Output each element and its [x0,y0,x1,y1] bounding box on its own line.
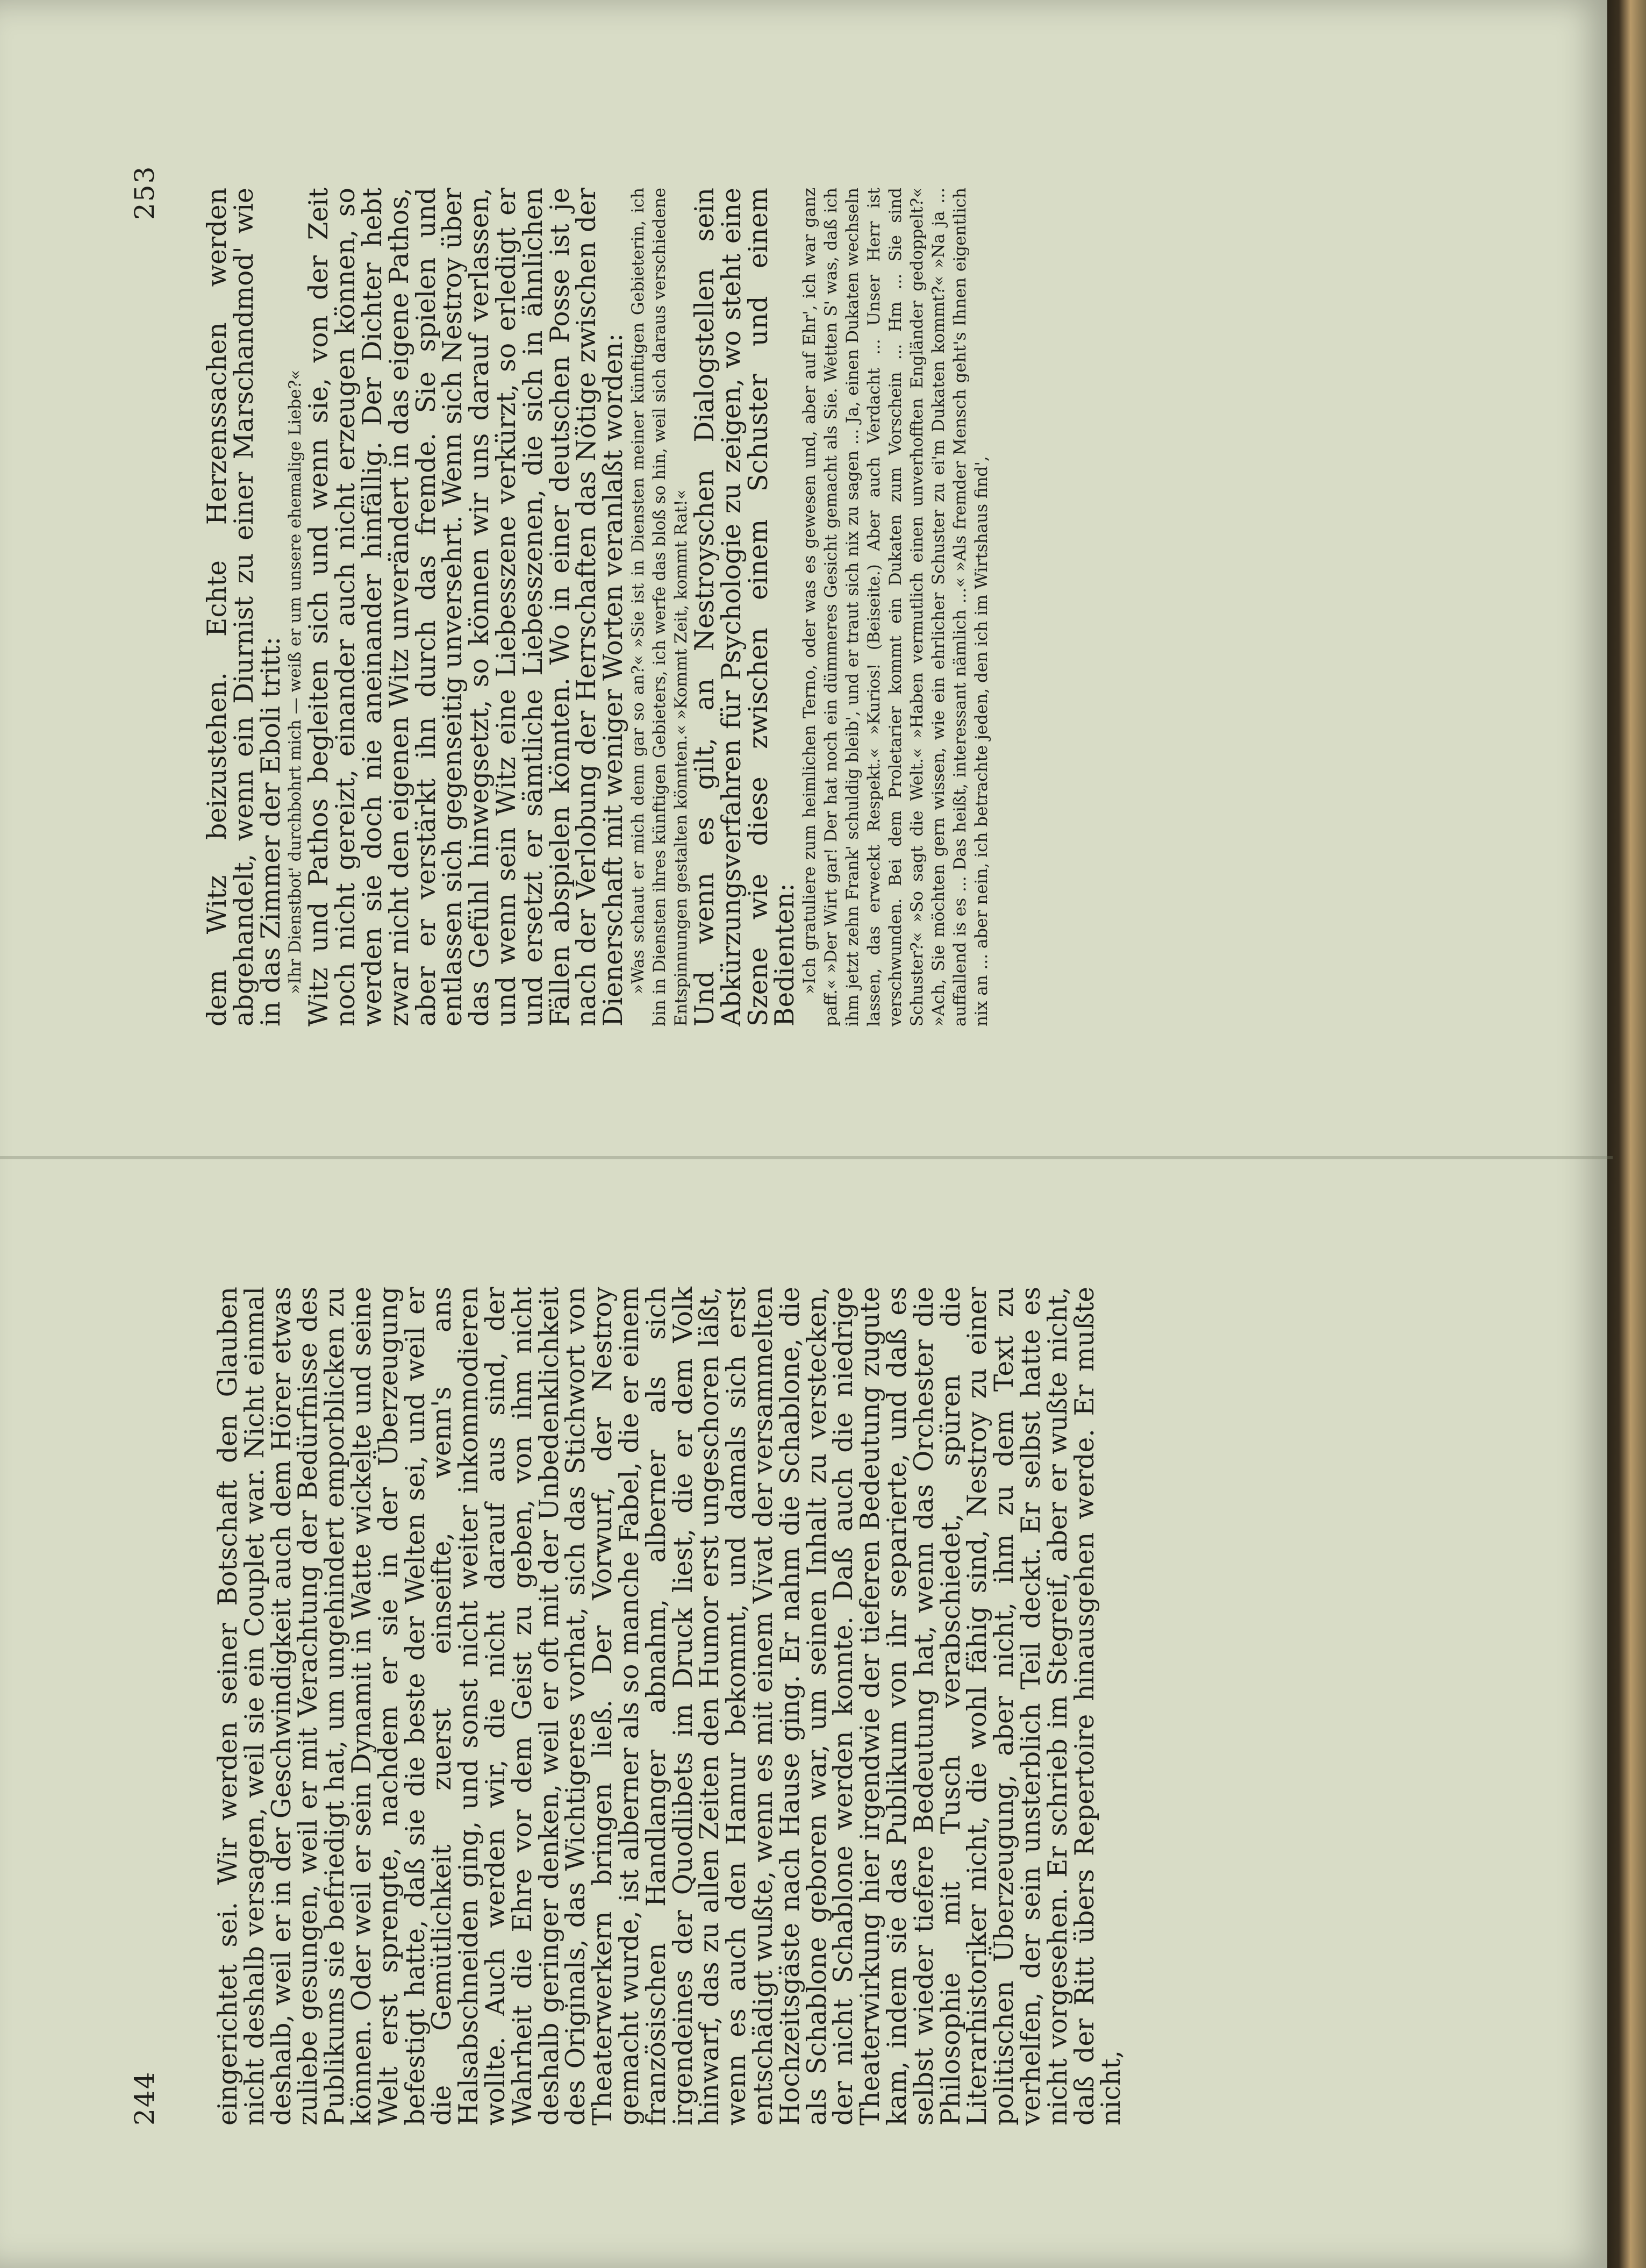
quote-dienerschaft: »Was schaut er mich denn gar so an?« »Sie ist in Diensten meiner künftigen Gebieterin, ich bin in Diensten ihres künftigen Gebieters, ich werfe das bloß so hin, weil sich daraus verschiedene Entspinnungen gestalten könnten.« »Kommt Zeit, kommt Rat!« [628,188,691,1026]
quote-schuster: »Ich gratuliere zum heimlichen Terno, oder was es gewesen und, aber auf Ehr', ich war ganz paff.« »Der Wirt gar! Der hat noch ein dümmeres Gesicht gemacht als Sie. Wetten S' was, daß ich ihm jetzt zehn Frank' schuldig bleib', und er traut sich nix zu sagen ... Ja, einen Dukaten wechseln lassen, das erweckt Respekt.« »Kurios! (Beiseite.) Aber auch Verdacht ... Unser Herr ist verschwunden. Bei dem Proletarier kommt ein Dukaten zum Vorschein ... Hm ... Sie sind Schuster?« »So sagt die Welt.« »Haben vermutlich einen unverhofften Engländer gedoppelt?« »Ach, Sie möchten gern wissen, wie ein ehrlicher Schuster zu ei'm Dukaten kommt?« »Na ja ... auffallend is es ... Das heißt, interessant nämlich ...« »Als fremder Mensch geht's Ihnen eigentlich nix an ... aber nein, ich betrachte jeden, den ich im Wirtshaus find', [800,188,992,1026]
paragraph-witz-pathos: Witz und Pathos begleiten sich und wenn sie, von der Zeit noch nicht gereizt, einander auch nicht erzeugen können, so werden sie doch nie aneinander hinfällig. Der Dichter hebt zwar nicht den eigenen Witz unverändert in das eigene Pathos, aber er verstärkt ihn durch das fremde. Sie spielen und entlassen sich gegenseitig unversehrt. Wenn sich Nestroy über das Gefühl hinwegsetzt, so können wir uns darauf verlassen, und wenn sein Witz eine Liebesszene verkürzt, so erledigt er und ersetzt er sämtliche Liebesszenen, die sich in ähnlichen Fällen abspielen könnten. Wo in einer deutschen Posse ist je nach der Verlobung der Herrschaften das Nötige zwischen der Dienerschaft mit weniger Worten veranlaßt worden: [304,188,629,1026]
book-edge [1607,0,1646,2268]
paragraph-dialogstellen: Und wenn es gilt, an Nestroyschen Dialogstellen sein Abkürzungsverfahren für Psychologie zu zeigen, wo steht eine Szene wie diese zwischen einem Schuster und einem Bedienten: [689,188,800,1026]
quote-eboli: »Ihr Dienstbot' durchbohrt mich — weiß er um unsere ehemalige Liebe?« [285,369,305,994]
page-number-right: 253 [129,165,160,220]
left-paragraph: eingerichtet sei. Wir werden seiner Botschaft den Glauben nicht deshalb versagen, weil sie ein Couplet war. Nicht einmal deshalb, weil er in der Geschwindigkeit auch dem Hörer etwas zuliebe gesungen, weil er mit Verachtung der Bedürfnisse des Publikums sie befriedigt hat, um ungehindert emporblicken zu können. Oder weil er sein Dynamit in Watte wickelte und seine Welt erst sprengte, nachdem er sie in der Überzeugung befestigt hatte, daß sie die beste der Welten sei, und weil er die Gemütlichkeit zuerst einseifte, wenn's ans Halsabschneiden ging, und sonst nicht weiter inkommodieren wollte. Auch werden wir, die nicht darauf aus sind, der Wahrheit die Ehre vor dem Geist zu geben, von ihm nicht deshalb geringer denken, weil er oft mit der Unbedenklichkeit des Originals, das Wichtigeres vorhat, sich das Stichwort von Theaterwerkern bringen ließ. Der Vorwurf, der Nestroy gemacht wurde, ist alberner als so manche Fabel, die er einem französischen Handlanger abnahm, alberner als sich irgendeines der Quodlibets im Druck liest, die er dem Volk hinwarf, das zu allen Zeiten den Humor erst ungeschoren läßt, wenn es auch den Hamur bekommt, und damals sich erst entschädigt wußte, wenn es mit einem Vivat der versammelten Hochzeitsgäste nach Hause ging. Er nahm die Schablone, die als Schablone geboren war, um seinen Inhalt zu verstecken, der nicht Schablone werden konnte. Daß auch die niedrige Theaterwirkung hier irgendwie der tieferen Bedeutung zugute kam, indem sie das Publikum von ihr separierte, und daß es selbst wieder tiefere Bedeutung hat, wenn das Orchester die Philosophie mit Tusch verabschiedet, spüren die Literarhistoriker nicht, die wohl fähig sind, Nestroy zu einer politischen Überzeugung, aber nicht, ihm zu dem Text zu verhelfen, der sein unsterblich Teil deckt. Er selbst hatte es nicht vorgesehen. Er schrieb im Stegreif, aber er wußte nicht, daß der Ritt übers Repertoire hinausgehen werde. Er mußte nicht, [213,1287,1127,2126]
right-page-text [204,188,992,1026]
left-page [0,1134,1613,2268]
intro-paragraph: dem Witz beizustehen. Echte Herzenssachen werden abgehandelt, wenn ein Diurnist zu einer Marschandmod' wie in das Zimmer der Eboli tritt: [202,188,286,1026]
right-page [0,0,1613,1134]
left-page-text [215,1287,1125,2126]
page-number-left: 244 [129,2071,160,2126]
